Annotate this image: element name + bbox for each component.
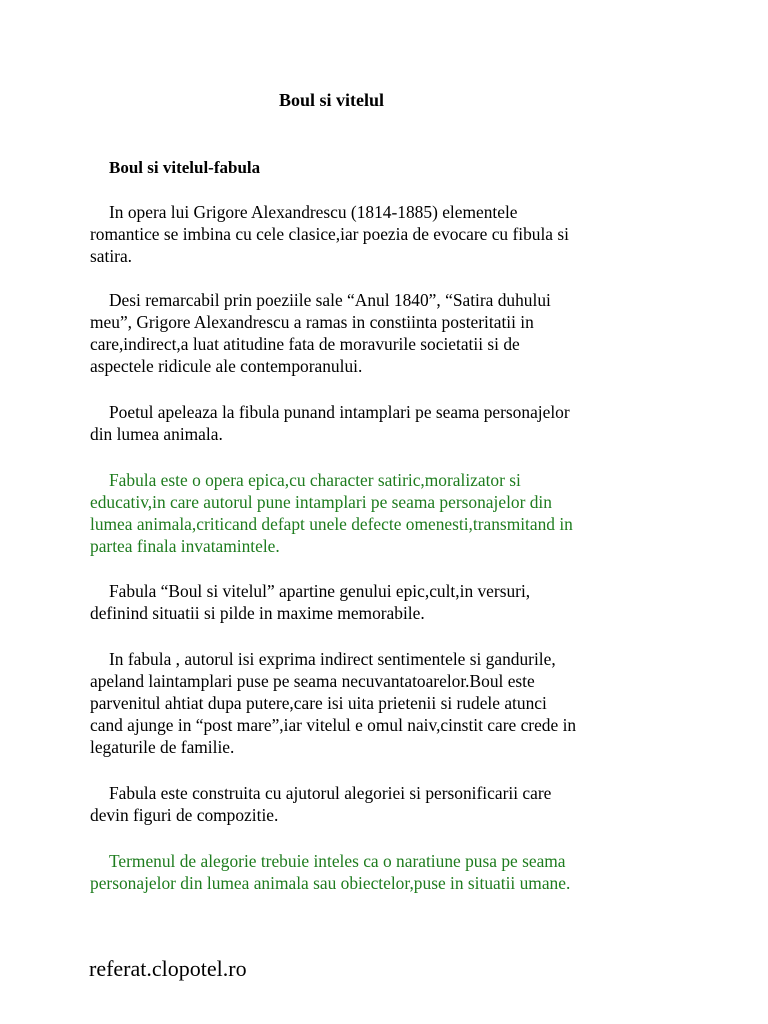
paragraph-line: In fabula , autorul isi exprima indirect sentimentele si gandurile, bbox=[109, 649, 556, 669]
paragraph-line: aspectele ridicule ale contemporanului. bbox=[90, 356, 363, 376]
paragraph-intro bbox=[90, 201, 680, 267]
paragraph-line: Fabula este construita cu ajutorul alegoriei si personificarii care bbox=[109, 783, 552, 803]
paragraph-line: In opera lui Grigore Alexandrescu (1814-1885) elementele bbox=[109, 202, 518, 222]
paragraph-line: Fabula “Boul si vitelul” apartine genului epic,cult,in versuri, bbox=[109, 581, 531, 601]
paragraph-line: care,indirect,a luat atitudine fata de moravurile societatii si de bbox=[90, 334, 520, 354]
footer-source: referat.clopotel.ro bbox=[89, 956, 247, 981]
paragraph-line: legaturile de familie. bbox=[90, 737, 235, 757]
paragraph-line: partea finala invatamintele. bbox=[90, 536, 280, 556]
paragraph-line: meu”, Grigore Alexandrescu a ramas in constiinta posteritatii in bbox=[90, 312, 534, 332]
paragraph-line: apeland laintamplari puse pe seama necuvantatoarelor.Boul este bbox=[90, 671, 535, 691]
paragraph-line: Desi remarcabil prin poeziile sale “Anul 1840”, “Satira duhului bbox=[109, 290, 551, 310]
paragraph-line: satira. bbox=[90, 246, 133, 266]
paragraph-line: parvenitul ahtiat dupa putere,care isi uita prietenii si rudele atunci bbox=[90, 693, 547, 713]
paragraph-line: Poetul apeleaza la fibula punand intamplari pe seama personajelor bbox=[109, 402, 570, 422]
paragraph-line: lumea animala,criticand defapt unele defecte omenesti,transmitand in bbox=[90, 514, 573, 534]
paragraph-line: cand ajunge in “post mare”,iar vitelul e omul naiv,cinstit care crede in bbox=[90, 715, 577, 735]
paragraph-line: Fabula este o opera epica,cu character satiric,moralizator si bbox=[109, 470, 521, 490]
document-subtitle: Boul si vitelul-fabula bbox=[109, 158, 261, 177]
paragraph-line: devin figuri de compozitie. bbox=[90, 805, 279, 825]
paragraph-constructie bbox=[90, 782, 680, 826]
paragraph-remarcabil bbox=[90, 289, 680, 377]
paragraph-line: Termenul de alegorie trebuie inteles ca o naratiune pusa pe seama bbox=[109, 851, 566, 871]
paragraph-line: definind situatii si pilde in maxime memorabile. bbox=[90, 603, 425, 623]
paragraph-line: romantice se imbina cu cele clasice,iar poezia de evocare cu fibula si bbox=[90, 224, 569, 244]
paragraph-definitie-fabula bbox=[90, 469, 680, 557]
paragraph-poetul bbox=[90, 401, 680, 445]
paragraph-alegorie bbox=[90, 850, 680, 894]
paragraph-line: personajelor din lumea animala sau obiectelor,puse in situatii umane. bbox=[90, 873, 571, 893]
paragraph-personaje bbox=[90, 648, 680, 758]
document-title: Boul si vitelul bbox=[279, 90, 385, 110]
paragraph-gen bbox=[90, 580, 680, 624]
paragraph-line: din lumea animala. bbox=[90, 424, 223, 444]
paragraph-line: educativ,in care autorul pune intamplari pe seama personajelor din bbox=[90, 492, 552, 512]
